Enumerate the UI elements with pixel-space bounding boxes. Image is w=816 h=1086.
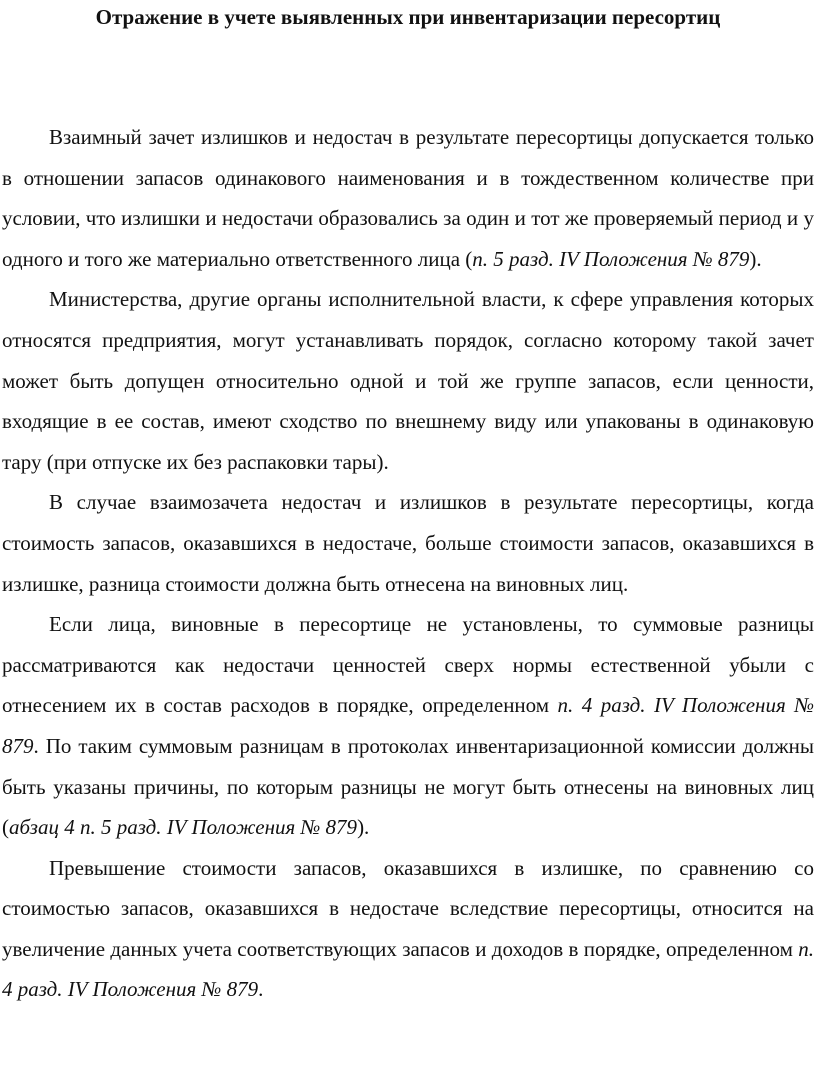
paragraph-5-text-end: . — [258, 977, 264, 1002]
paragraph-1-text: Взаимный зачет излишков и недостач в результате пересортицы допускается только в отношении запасов одинакового наименования и в тождественном количестве при условии, что излишки и недостачи образовались за один и тот же проверяемый период и у одного и того же материально ответственного лица ( — [2, 125, 814, 271]
paragraph-4-reference-2: абзац 4 п. 5 разд. IV Положения № 879 — [9, 815, 358, 840]
paragraph-5-reference: п. 4 разд. IV Положения № 879 — [2, 936, 814, 1002]
paragraph-3 — [2, 482, 814, 604]
paragraph-4-text: Если лица, виновные в пересортице не установлены, то суммовые разницы рассматриваются как недостачи ценностей сверх нормы естественной убыли с отнесением их в состав расходов в порядке, определенном — [2, 612, 814, 718]
paragraph-1-text-end: ). — [749, 246, 762, 271]
paragraph-1 — [2, 117, 814, 279]
document-title: Отражение в учете выявленных при инвентаризации пересортиц — [95, 5, 721, 29]
paragraph-3-text: В случае взаимозачета недостач и излишков в результате пересортицы, когда стоимость запасов, оказавшихся в недостаче, больше стоимости запасов, оказавшихся в излишке, разница стоимости должна быть отнесена на виновных лиц. — [2, 490, 814, 596]
paragraph-4 — [2, 604, 814, 848]
paragraph-4-reference-1: п. 4 разд. IV Положения № 879 — [2, 693, 815, 758]
paragraph-2 — [2, 279, 814, 482]
paragraph-4-text-middle: . По таким суммовым разницам в протоколах инвентаризационной комиссии должны быть указаны причины, по которым разницы не могут быть отнесены на виновных лиц ( — [2, 733, 814, 840]
paragraph-2-text: Министерства, другие органы исполнительной власти, к сфере управления которых относятся предприятия, могут устанавливать порядок, согласно которому такой зачет может быть допущен относительно одной и той же группе запасов, если ценности, входящие в ее состав, имеют сходство по внешнему виду или упакованы в одинаковую тару (при отпуске их без распаковки тары). — [2, 287, 814, 474]
paragraph-5 — [2, 848, 814, 1010]
document-body — [2, 117, 814, 1010]
paragraph-5-text: Превышение стоимости запасов, оказавшихся в излишке, по сравнению со стоимостью запасов, оказавшихся в недостаче вследствие пересортицы, относится на увеличение данных учета соответствующих запасов и доходов в порядке, определенном — [2, 855, 814, 961]
paragraph-4-text-end: ). — [357, 815, 370, 840]
paragraph-1-reference: п. 5 разд. IV Положения № 879 — [472, 246, 750, 271]
